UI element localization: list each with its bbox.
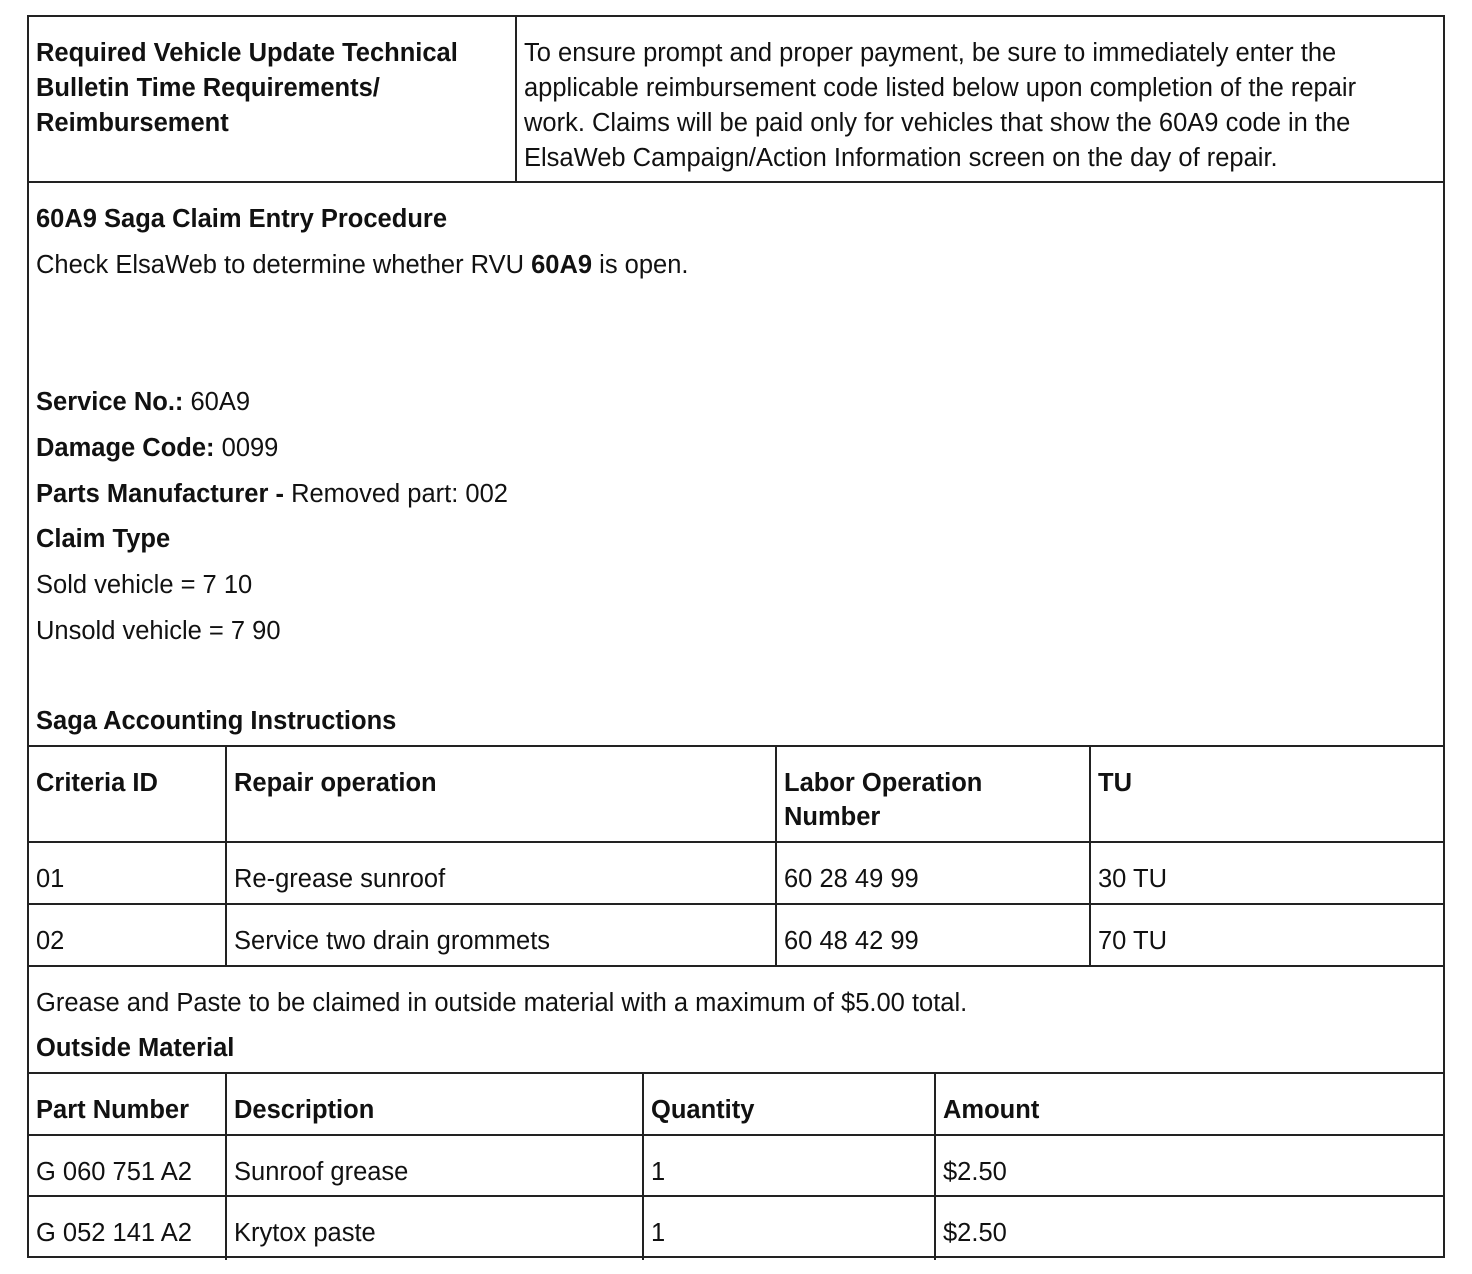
service-number — [36, 385, 250, 420]
rule-labor-top — [29, 745, 1443, 747]
material-header-quantity: Quantity — [651, 1096, 755, 1124]
material-row-1-part-number: G 060 751 A2 — [36, 1158, 192, 1186]
bulletin-title-line-2: Bulletin Time Requirements/ — [36, 74, 380, 102]
service-value: 60A9 — [183, 388, 251, 416]
notice-line-3: work. Claims will be paid only for vehicles that show the 60A9 code in the — [524, 109, 1351, 137]
rule-material-top — [29, 1072, 1443, 1074]
bulletin-table — [27, 15, 1445, 1258]
labor-header-criteria-id: Criteria ID — [36, 769, 158, 797]
labor-row-1-repair-operation: Re-grease sunroof — [234, 865, 446, 893]
rule-labor-row1-bottom — [29, 903, 1443, 905]
material-note: Grease and Paste to be claimed in outside material with a maximum of $5.00 total. — [36, 989, 968, 1017]
labor-header-number: Number — [784, 803, 881, 831]
labor-row-1-labor-number: 60 28 49 99 — [784, 865, 919, 893]
labor-header-tu: TU — [1098, 769, 1132, 797]
accounting-heading: Saga Accounting Instructions — [36, 707, 397, 735]
material-header-description: Description — [234, 1096, 375, 1124]
parts-manufacturer — [36, 477, 508, 512]
material-header-amount: Amount — [943, 1096, 1040, 1124]
material-row-1-amount: $2.50 — [943, 1158, 1007, 1186]
bulletin-title-line-1: Required Vehicle Update Technical — [36, 39, 458, 67]
claim-type-sold: Sold vehicle = 7 10 — [36, 571, 253, 599]
material-row-1-quantity: 1 — [651, 1158, 666, 1186]
procedure-heading: 60A9 Saga Claim Entry Procedure — [36, 205, 448, 233]
labor-header-repair-operation: Repair operation — [234, 769, 437, 797]
rule-material-row1-bottom — [29, 1195, 1443, 1197]
parts-value: Removed part: 002 — [283, 480, 508, 508]
rule-labor-col2 — [775, 745, 777, 965]
labor-row-1-tu: 30 TU — [1098, 865, 1167, 893]
rule-header-bottom — [29, 181, 1443, 183]
notice-line-2: applicable reimbursement code listed below upon completion of the repair — [524, 74, 1357, 102]
check-code: 60A9 — [531, 251, 593, 279]
parts-label: Parts Manufacturer - — [36, 480, 284, 508]
claim-type-unsold: Unsold vehicle = 7 90 — [36, 617, 281, 645]
notice-line-4: ElsaWeb Campaign/Action Information screen on the day of repair. — [524, 144, 1278, 172]
rule-material-col3 — [934, 1072, 936, 1260]
labor-row-2-repair-operation: Service two drain grommets — [234, 927, 551, 955]
claim-type-label: Claim Type — [36, 525, 171, 553]
labor-row-1-criteria-id: 01 — [36, 865, 65, 893]
bulletin-title-line-3: Reimbursement — [36, 109, 229, 137]
labor-row-2-tu: 70 TU — [1098, 927, 1167, 955]
rule-material-col2 — [642, 1072, 644, 1260]
material-heading: Outside Material — [36, 1034, 235, 1062]
labor-row-2-criteria-id: 02 — [36, 927, 65, 955]
check-suffix: is open. — [592, 251, 689, 279]
rule-labor-header-bottom — [29, 841, 1443, 843]
check-elsaweb-text — [36, 248, 689, 283]
material-header-part-number: Part Number — [36, 1096, 190, 1124]
material-row-2-part-number: G 052 141 A2 — [36, 1219, 192, 1247]
rule-header-divider — [515, 17, 517, 181]
labor-header-labor-operation: Labor Operation — [784, 769, 983, 797]
material-row-2-amount: $2.50 — [943, 1219, 1007, 1247]
rule-labor-col3 — [1089, 745, 1091, 965]
material-row-1-description: Sunroof grease — [234, 1158, 409, 1186]
rule-labor-col1 — [225, 745, 227, 965]
material-row-2-quantity: 1 — [651, 1219, 666, 1247]
service-label: Service No.: — [36, 388, 184, 416]
rule-material-header-bottom — [29, 1134, 1443, 1136]
notice-line-1: To ensure prompt and proper payment, be sure to immediately enter the — [524, 39, 1337, 67]
labor-row-2-labor-number: 60 48 42 99 — [784, 927, 919, 955]
damage-value: 0099 — [214, 434, 279, 462]
rule-labor-bottom — [29, 965, 1443, 967]
damage-label: Damage Code: — [36, 434, 215, 462]
material-row-2-description: Krytox paste — [234, 1219, 376, 1247]
rule-material-col1 — [225, 1072, 227, 1260]
damage-code — [36, 431, 278, 466]
check-prefix: Check ElsaWeb to determine whether RVU — [36, 251, 532, 279]
